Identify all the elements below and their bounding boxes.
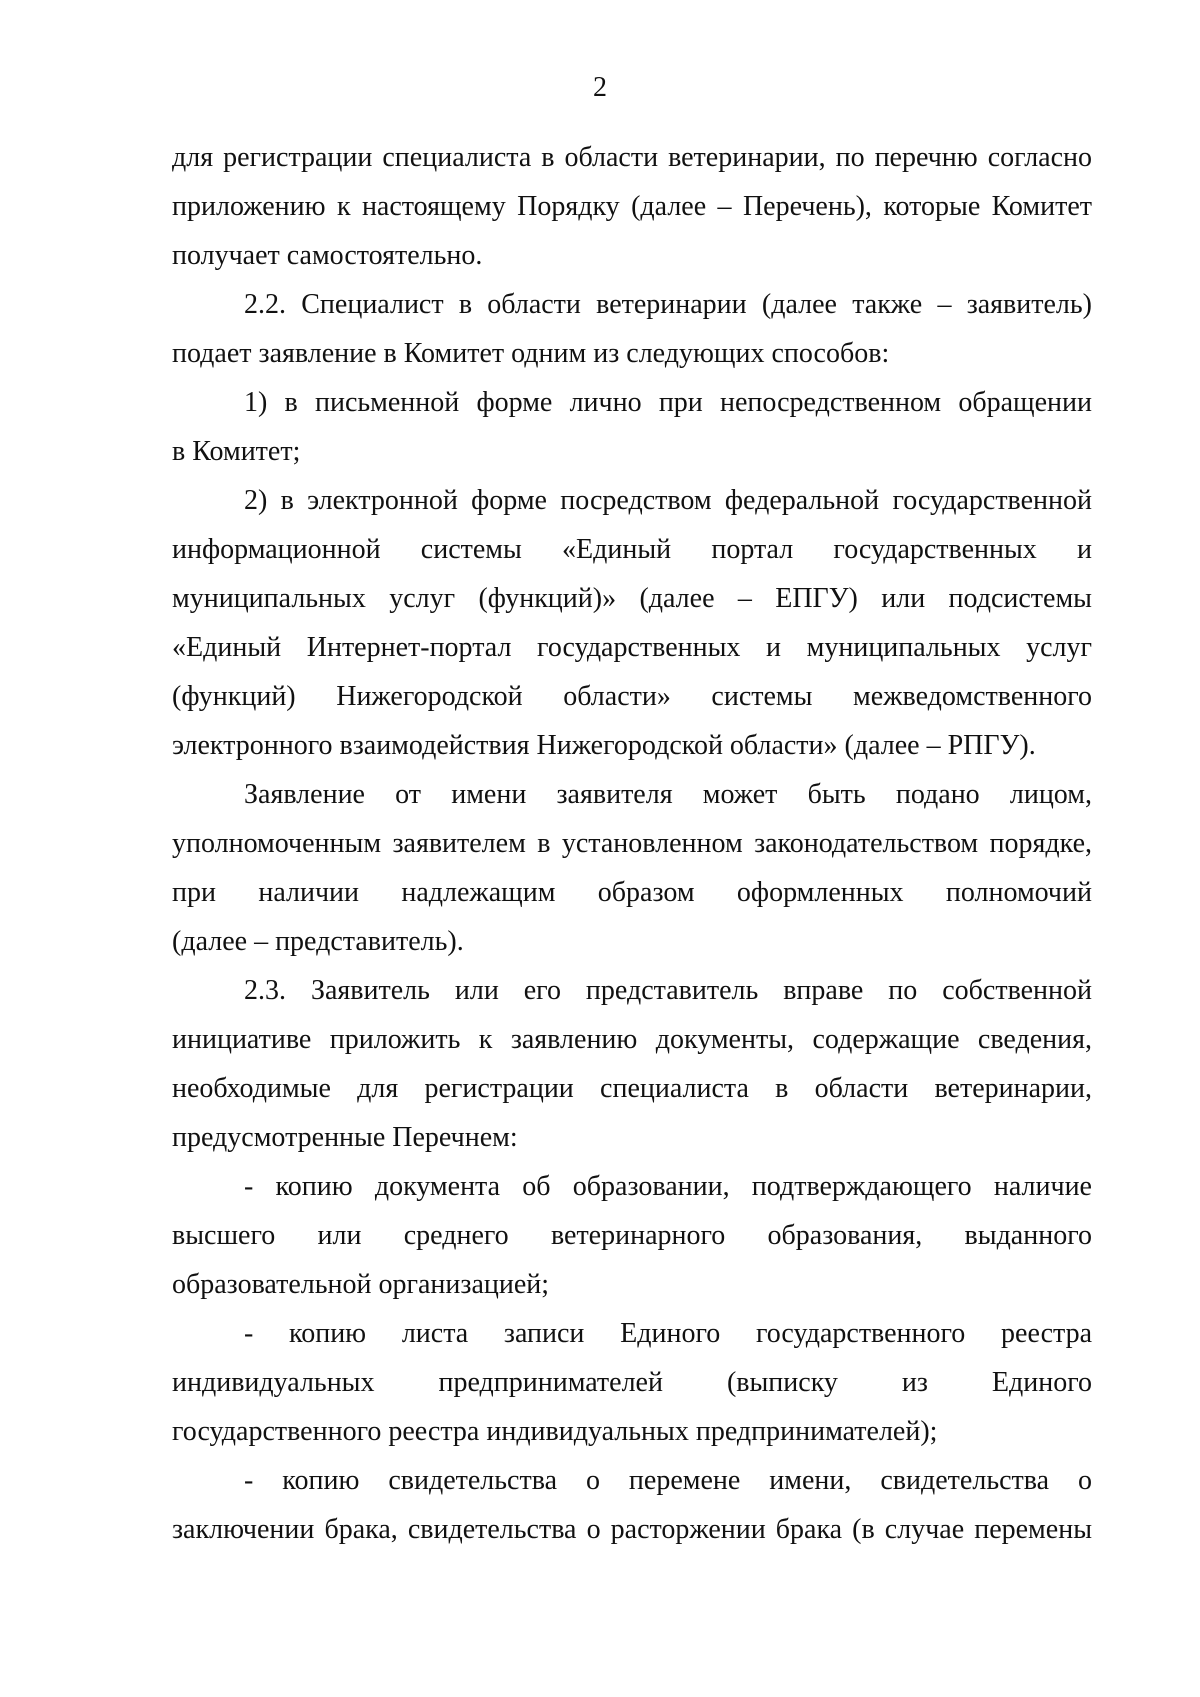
text-line: - копию свидетельства о перемене имени, свидетельства о (244, 1465, 1092, 1496)
text-line: уполномоченным заявителем в установленном законодательством порядке, (172, 828, 1092, 859)
text-line: 2) в электронной форме посредством федеральной государственной (244, 485, 1092, 516)
text-line: получает самостоятельно. (172, 240, 483, 271)
text-line: 2.2. Специалист в области ветеринарии (далее также – заявитель) (244, 289, 1092, 320)
text-line: инициативе приложить к заявлению документы, содержащие сведения, (172, 1024, 1092, 1055)
bullet-education (172, 1162, 1092, 1309)
text-line: (далее – представитель). (172, 926, 464, 957)
list-item-2 (172, 476, 1092, 770)
text-line: необходимые для регистрации специалиста в области ветеринарии, (172, 1073, 1092, 1104)
text-line: - копию документа об образовании, подтверждающего наличие (244, 1171, 1092, 1202)
text-line: (функций) Нижегородской области» системы межведомственного (172, 681, 1092, 712)
paragraph-2-2 (172, 280, 1092, 378)
paragraph-1-continuation (172, 133, 1092, 280)
text-line: в Комитет; (172, 436, 301, 467)
document-body (172, 133, 1092, 1554)
text-line: «Единый Интернет-портал государственных и муниципальных услуг (172, 632, 1092, 663)
text-line: образовательной организацией; (172, 1269, 550, 1300)
text-line: предусмотренные Перечнем: (172, 1122, 518, 1153)
text-line: подает заявление в Комитет одним из следующих способов: (172, 338, 890, 369)
text-line: 2.3. Заявитель или его представитель вправе по собственной (244, 975, 1092, 1006)
text-line: Заявление от имени заявителя может быть подано лицом, (244, 779, 1092, 810)
text-line: муниципальных услуг (функций)» (далее – ЕПГУ) или подсистемы (172, 583, 1092, 614)
text-line: при наличии надлежащим образом оформленных полномочий (172, 877, 1092, 908)
text-line: электронного взаимодействия Нижегородской области» (далее – РПГУ). (172, 730, 1036, 761)
text-line: государственного реестра индивидуальных предпринимателей); (172, 1416, 938, 1447)
text-line: индивидуальных предпринимателей (выписку из Единого (172, 1367, 1092, 1398)
paragraph-2-3 (172, 966, 1092, 1162)
paragraph-representative (172, 770, 1092, 966)
text-line: - копию листа записи Единого государственного реестра (244, 1318, 1092, 1349)
list-item-1 (172, 378, 1092, 476)
text-line: заключении брака, свидетельства о расторжении брака (в случае перемены (172, 1514, 1092, 1545)
text-line: информационной системы «Единый портал государственных и (172, 534, 1092, 565)
bullet-name-change (172, 1456, 1092, 1554)
bullet-registry (172, 1309, 1092, 1456)
text-line: приложению к настоящему Порядку (далее – Перечень), которые Комитет (172, 191, 1092, 222)
text-line: для регистрации специалиста в области ветеринарии, по перечню согласно (172, 142, 1092, 173)
page-number: 2 (593, 72, 607, 103)
text-line: 1) в письменной форме лично при непосредственном обращении (244, 387, 1092, 418)
text-line: высшего или среднего ветеринарного образования, выданного (172, 1220, 1092, 1251)
